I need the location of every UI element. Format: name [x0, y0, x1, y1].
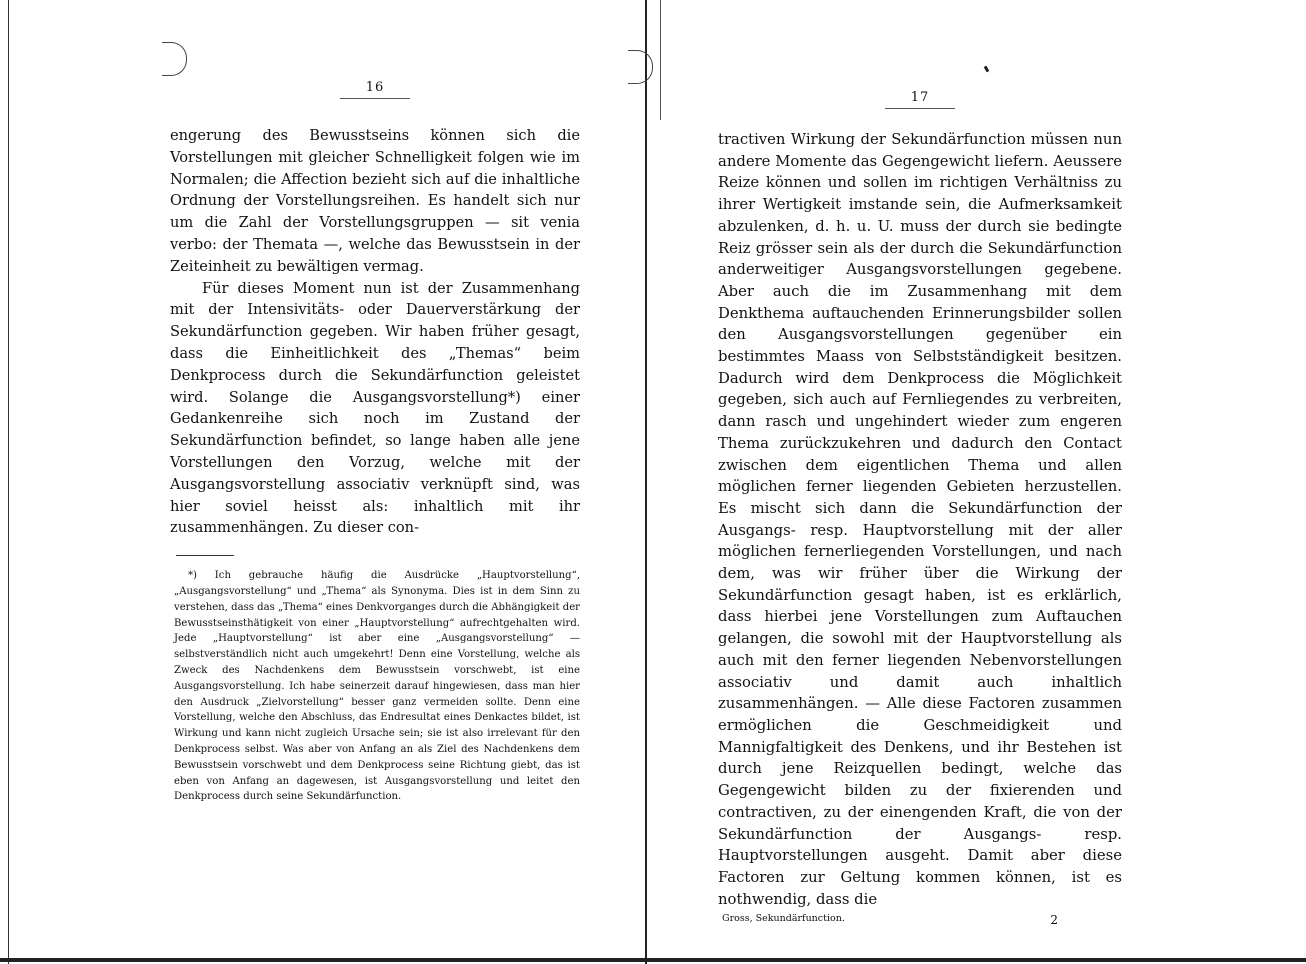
right-page [718, 90, 1122, 927]
signature-title: Gross, Sekundärfunction. [722, 913, 845, 925]
page-number: 17 [910, 90, 930, 105]
paragraph: Für dieses Moment nun ist der Zusammenhang mit der Intensivitäts- oder Dauerverstärkung der Sekundärfunction gegeben. Wir haben früher gesagt, dass die Einheitlichkeit des „Themas“ beim Denkprocess durch die Sekundärfunction geleistet wird. Solange die Ausgangsvorstellung*) einer Gedankenreihe sich noch im Zustand der Sekundärfunction befindet, so lange haben alle jene Vorstellungen den Vorzug, welche mit der Ausgangsvorstellung associativ verknüpft sind, was hier soviel heisst als: inhaltlich mit ihr zusammenhängen. Zu dieser con- [170, 279, 580, 537]
paragraph: engerung des Bewusstseins können sich die Vorstellungen mit gleicher Schnelligkeit folgen wie im Normalen; die Affection bezieht sich auf die inhaltliche Ordnung der Vorstellungsreihen. Es handelt sich nur um die Zahl der Vorstellungsgruppen — sit venia verbo: der Themata —, welche das Bewusstsein in der Zeiteinheit zu bewältigen vermag. [170, 127, 580, 275]
right-body-text [718, 129, 1122, 910]
left-page [170, 80, 580, 805]
signature-mark: 2 [1050, 913, 1058, 928]
page-number: 16 [365, 80, 385, 95]
gutter-line [645, 0, 647, 964]
scan-bottom-edge [0, 958, 1306, 962]
signature-line [718, 913, 1122, 927]
page-number-rule [340, 98, 410, 99]
punch-hole-left [162, 42, 187, 76]
page-number-rule [885, 108, 955, 109]
punch-hole-right [628, 50, 653, 84]
gutter-shadow-line [660, 0, 661, 120]
footnote: *) Ich gebrauche häufig die Ausdrücke „Hauptvorstellung“, „Ausgangsvorstellung“ und „Thema“ als Synonyma. Dies ist in dem Sinn zu verstehen, dass das „Thema“ eines Denkvorganges durch die Abhängigkeit der Bewusstseinsthätigkeit von einer „Hauptvorstellung“ aufrechtgehalten wird. Jede „Hauptvorstellung“ ist aber eine „Ausgangsvorstellung“ — selbstverständlich nicht auch umgekehrt! Denn eine Vorstellung, welche als Zweck des Nachdenkens dem Bewusstsein vorschwebt, ist eine Ausgangsvorstellung. Ich habe seinerzeit darauf hingewiesen, dass man hier den Ausdruck „Zielvorstellung“ besser ganz vermeiden sollte. Denn eine Vorstellung, welche den Abschluss, das Endresultat eines Denkactes bildet, ist Wirkung und kann nicht zugleich Ursache sein; sie ist also irrelevant für den Denkprocess selbst. Was aber von Anfang an als Ziel des Nachdenkens dem Bewusstsein vorschwebt und dem Denkprocess seine Richtung giebt, das ist eben von Anfang an dagewesen, ist Ausgangsvorstellung und leitet den Denkprocess durch seine Sekundärfunction. [174, 570, 580, 803]
left-body-text [170, 125, 580, 539]
paragraph: tractiven Wirkung der Sekundärfunction müssen nun andere Momente das Gegengewicht liefern. Aeussere Reize können und sollen im richtigen Verhältniss zu ihrer Wertigkeit imstande sein, die Aufmerksamkeit abzulenken, d. h. u. U. muss der durch sie bedingte Reiz grösser sein als der durch die Sekundärfunction anderweitiger Ausgangsvorstellungen gegebene. Aber auch die im Zusammenhang mit dem Denkthema auftauchenden Erinnerungsbilder sollen den Ausgangsvorstellungen gegenüber ein bestimmtes Maass von Selbstständigkeit besitzen. Dadurch wird dem Denkprocess die Möglichkeit gegeben, sich auch auf Fernliegendes zu verbreiten, dann rasch und ungehindert wieder zum engeren Thema zurückzukehren und dadurch den Contact zwischen dem eigentlichen Thema und allen möglichen ferner liegenden Gebieten herzustellen. Es mischt sich dann die Sekundärfunction der Ausgangs- resp. Hauptvorstellung mit der aller möglichen fernerliegenden Vorstellungen, und nach dem, was wir früher über die Wirkung der Sekundärfunction gesagt haben, ist es erklärlich, dass hierbei jene Vorstellungen zum Auftauchen gelangen, die sowohl mit der Hauptvorstellung als auch mit den ferner liegenden Nebenvorstellungen associativ und damit auch inhaltlich zusammenhängen. — Alle diese Factoren zusammen ermöglichen die Geschmeidigkeit und Mannigfaltigkeit des Denkens, und ihr Bestehen ist durch jene Reizquellen bedingt, welche das Gegengewicht bilden zu der fixierenden und contractiven, zu der einengenden Kraft, die von der Sekundärfunction der Ausgangs- resp. Hauptvorstellungen ausgeht. Damit aber diese Factoren zur Geltung kommen können, ist es nothwendig, dass die [718, 131, 1122, 908]
footnote-rule [176, 555, 234, 556]
ink-speck [984, 66, 990, 73]
page-edge [8, 0, 9, 964]
